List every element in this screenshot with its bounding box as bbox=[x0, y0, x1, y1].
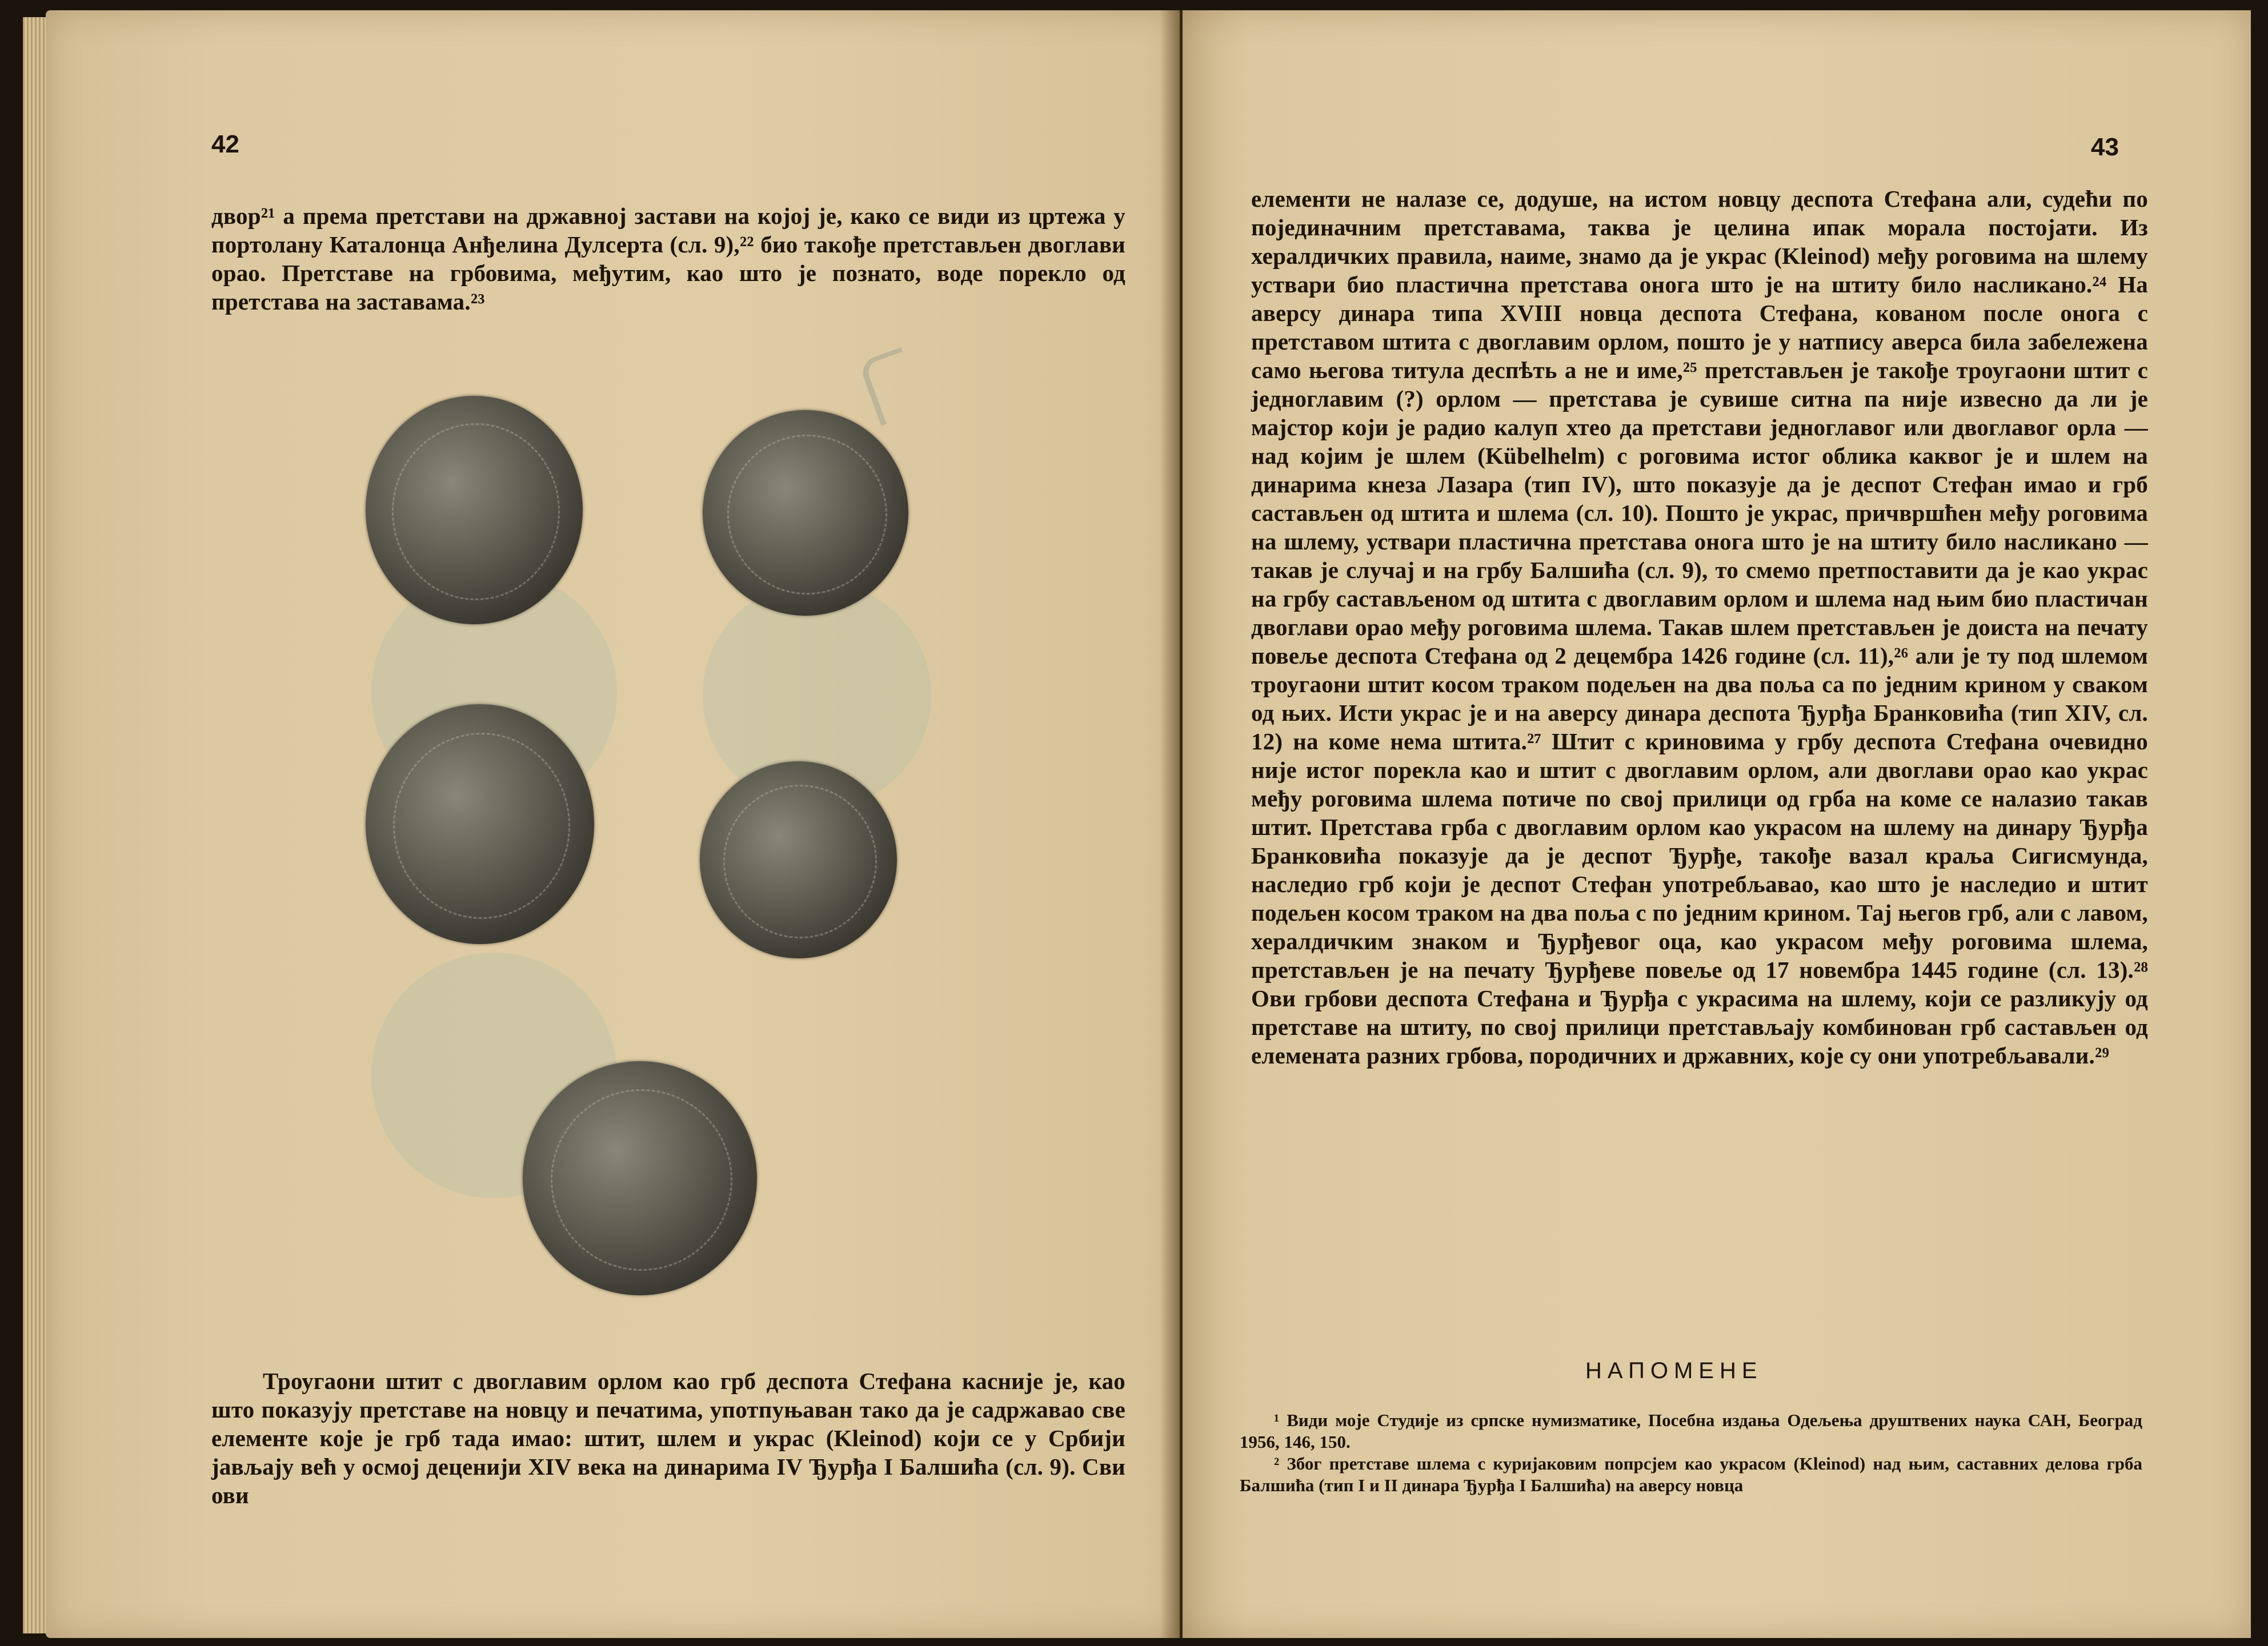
coin-image bbox=[366, 396, 583, 624]
left-bottom-paragraph bbox=[211, 1367, 1125, 1509]
seal-cord bbox=[858, 347, 924, 426]
paragraph-text: елементи не налазе се, додуше, на истом новцу деспота Стефана али, судећи по појединачним претставама, таква је целина ипак морала постојати. Из хералдичких правила, наиме, знамо да је украс (Kleinod) међу роговима на шлему уствари био пластична претстава онога што је на штиту било насликано.²⁴ На аверсу динара типа XVIII новца деспота Стефана, кованом после онога с претставом штита с двоглавим орлом, пошто је у натпису аверса била забележена само његова титула деспѣть а не и име,²⁵ претстављен је такође троугаони штит с једноглавим (?) орлом — претстава је сувише ситна па није извесно да ли је мајстор који је радио калуп хтео да претстави једноглавог или двоглавог орла — над којим је шлем (Kübelhelm) с роговима истог облика каквог је и шлем на динарима кнеза Лазара (тип IV), што показује да је деспот Стефан имао и грб састављен од штита и шлема (сл. 10). Пошто је украс, причвршћен међу роговима на шлему, уствари пластична претстава онога што је на штиту било насликано — такав је случај и на грбу Балшића (сл. 9), то смемо претпоставити да је као украс на грбу састављеном од штита с двоглавим орлом и шлема над њим био пластичан двоглави орао међу роговима шлема. Такав шлем претстављен је доиста на печату повеље деспота Стефана од 2 децембра 1426 године (сл. 11),²⁶ али је ту под шлемом троугаони штит косом траком подељен на два поља са по једним крином у сваком од њих. Исти украс је и на аверсу динара деспота Ђурђа Бранковића (тип XIV, сл. 12) на коме нема штита.²⁷ Штит с криновима у грбу деспота Стефана очевидно није истог порекла као и штит с двоглавим орлом, али двоглави орао као украс међу роговима шлема потиче по свој прилици од грба на коме се налазио такав штит. Претстава грба с двоглавим орлом као украсом на шлему на динару Ђурђа Бранковића показује да је деспот Ђурђе, такође вазал краља Сигисмунда, наследио грб који је деспот Стефан употребљавао, као што је наследио и штит подељен косом траком на два поља с по једним крином. Тај његов грб, али с лавом, хералдичким знаком и Ђурђевог оца, као украсом међу роговима шлема, претстављен је на печату Ђурђеве повеље од 17 новембра 1445 године (сл. 13).²⁸ Ови грбови деспота Стефана и Ђурђа с украсима на шлему, који се разликују од претставе на штиту, по свој прилици претстављају комбинован грб састављен од елемената разних грбова, породичних и државних, које су они употребљавали.²⁹ bbox=[1251, 186, 2148, 1069]
large-seal-image bbox=[523, 1061, 757, 1295]
page-edges bbox=[23, 17, 47, 1633]
paragraph-text: Троугаони штит с двоглавим орлом као грб деспота Стефана касније је, као што показују претставе на новцу и печатима, употпуњаван тако да је садржавао све елементе које је грб тада имао: штит, шлем и украс (Kleinod) који се у Србији јављају већ у осмој деценији XIV века на динарима IV Ђурђа I Балшића (сл. 9). Сви ови bbox=[211, 1368, 1125, 1508]
paragraph-text: двор²¹ а према претстави на државној застави на којој је, како се види из цртежа у портолану Каталонца Анђелина Дулсерта (сл. 9),²² био такође претстављен двоглави орао. Претставе на грбовима, међутим, као што је познато, воде порекло од претстава на заставама.²³ bbox=[211, 203, 1125, 315]
footnote: ² Због претставе шлема с куријаковим попрсјем као украсом (Kleinod) над њим, саставних делова грба Балшића (тип I и II динара Ђурђа I Балшића) на аверсу новца bbox=[1240, 1454, 2142, 1495]
notes-heading: НАПОМЕНЕ bbox=[1585, 1358, 1763, 1383]
left-page bbox=[46, 10, 1180, 1638]
seal-image bbox=[703, 410, 908, 616]
right-page bbox=[1183, 10, 2251, 1638]
page-number-right: 43 bbox=[2091, 133, 2119, 161]
coin-image bbox=[700, 761, 897, 958]
page-number-left: 42 bbox=[211, 130, 239, 158]
left-top-paragraph bbox=[211, 202, 1125, 316]
footnotes bbox=[1240, 1410, 2142, 1496]
coin-image bbox=[366, 704, 594, 944]
footnote: ¹ Види моје Студије из српске нумизматике, Посебна издања Одељења друштвених наука САН, Београд 1956, 146, 150. bbox=[1240, 1410, 2142, 1452]
right-body-paragraph bbox=[1251, 184, 2148, 1070]
